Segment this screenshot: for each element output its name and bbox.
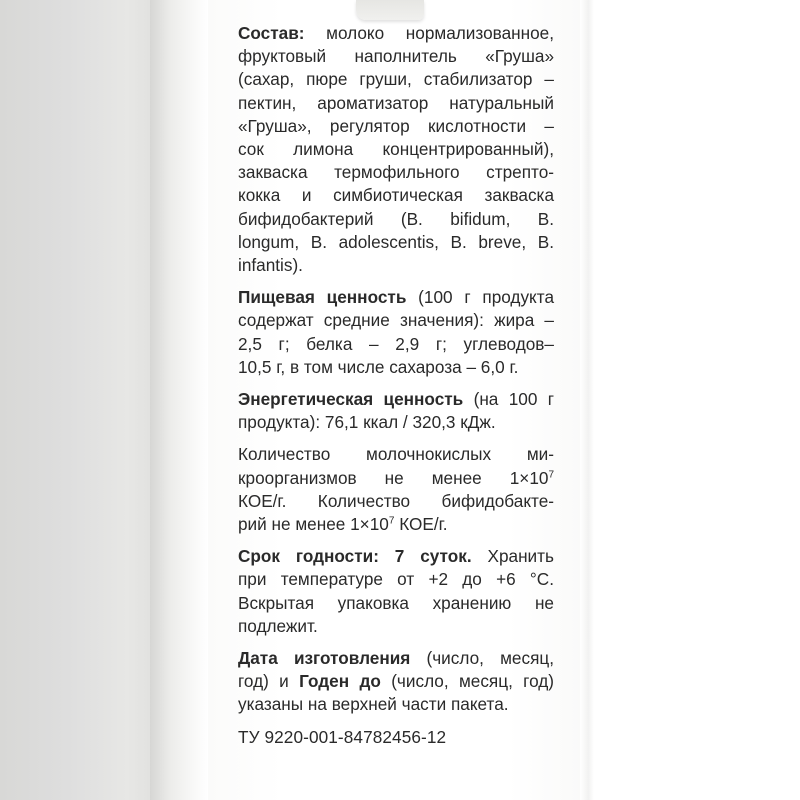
manufacture-section: Дата изготовления (число, месяц, год) и Годен до (число, месяц, год) указаны на верхней части пакета. (238, 648, 555, 715)
manufacture-date-heading: Дата изготовления (238, 648, 411, 669)
storage-heading: Срок годности: 7 суток. (238, 546, 472, 567)
nutrition-heading: Пищевая ценность (238, 287, 407, 308)
energy-heading: Энергетическая ценность (238, 389, 464, 410)
package-side-panel (0, 0, 150, 800)
best-before-heading: Годен до (299, 671, 381, 692)
composition-section: Состав: молоко нормализованное, фруктовый наполнитель «Груша» (сахар, пюре груши, стабилизатор – пектин, ароматизатор натуральный «Груша», регулятор кислотности – сок лимона концентрированный), закваска термофильного стрепто- кокка и симбиотическая закваска бифидобактерий (B. bifidum, B. longum, B. adolescentis, B. breve, B. infantis). (238, 23, 555, 276)
composition-heading: Состав: (238, 23, 305, 43)
nutrition-section: Пищевая ценность (100 г продукта содержат средние значения): жира – 2,5 г; белка – 2,9 г; углеводов– 10,5 г, в том числе сахароза – 6,0 г. (238, 287, 555, 377)
package-right-edge (580, 0, 594, 800)
ingredients-label (238, 22, 554, 749)
package-fold-shadow (150, 0, 208, 800)
technical-spec: ТУ 9220-001-84782456-12 (238, 726, 447, 747)
storage-section: Срок годности: 7 суток. Хранить при температуре от +2 до +6 °С. Вскрытая упаковка хранению не подлежит. (238, 546, 554, 636)
energy-section: Энергетическая ценность (на 100 г продукта): 76,1 ккал / 320,3 кДж. (238, 389, 554, 433)
microorganisms-section: Количество молочнокислых ми- кроорганизмов не менее $1\times 10^7$ КОЕ/г. Количество бифидобакте- рий не менее $1\times 10^7$ КОЕ/г. (238, 444, 554, 535)
package-top-flap (356, 0, 424, 20)
